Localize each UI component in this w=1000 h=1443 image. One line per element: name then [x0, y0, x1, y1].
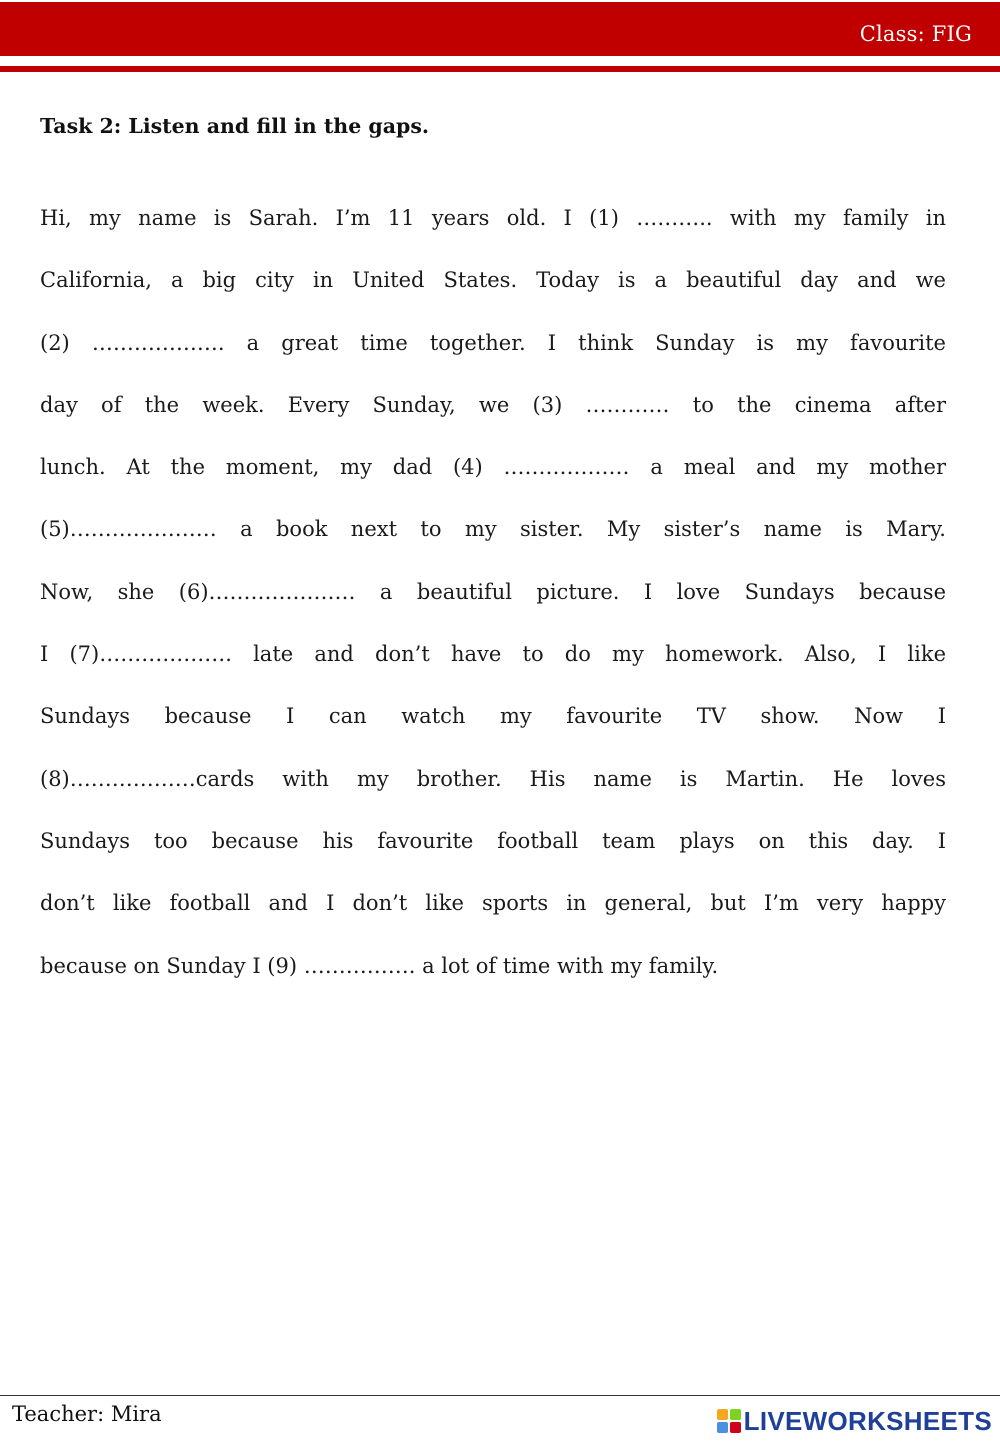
passage-line: (8)………………cards with my brother. His name is Martin. He loves — [40, 766, 946, 791]
logo-square — [730, 1422, 741, 1433]
passage-line: day of the week. Every Sunday, we (3) ………… to the cinema after — [40, 392, 946, 417]
passage — [40, 187, 946, 997]
class-label: Class: FIG — [859, 22, 972, 46]
liveworksheets-logo-icon — [717, 1409, 741, 1433]
passage-line: Sundays because I can watch my favourite TV show. Now I — [40, 704, 946, 729]
liveworksheets-brand[interactable] — [717, 1404, 992, 1438]
passage-line: (2) ………………. a great time together. I think Sunday is my favourite — [40, 330, 946, 355]
footer-divider — [0, 1395, 1000, 1396]
brand-text: LIVEWORKSHEETS — [743, 1406, 992, 1436]
header-divider — [0, 66, 1000, 72]
passage-line: Sundays too because his favourite football team plays on this day. I — [40, 828, 946, 853]
logo-square — [717, 1409, 728, 1420]
passage-line: because on Sunday I (9) ……………. a lot of time with my family. — [40, 953, 719, 978]
passage-line: lunch. At the moment, my dad (4) ……………… a meal and my mother — [40, 455, 946, 480]
header-band — [0, 2, 1000, 56]
passage-line: (5)………………… a book next to my sister. My sister’s name is Mary. — [40, 517, 946, 542]
passage-line: Hi, my name is Sarah. I’m 11 years old. I (1) ……….. with my family in — [40, 206, 946, 230]
passage-line: Now, she (6)………………… a beautiful picture. I love Sundays because — [40, 579, 946, 604]
logo-square — [730, 1409, 741, 1420]
task-title: Task 2: Listen and fill in the gaps. — [40, 114, 430, 138]
passage-line: don’t like football and I don’t like sports in general, but I’m very happy — [40, 891, 946, 916]
teacher-label: Teacher: Mira — [12, 1402, 162, 1426]
logo-square — [717, 1422, 728, 1433]
passage-line: I (7)………………. late and don’t have to do my homework. Also, I like — [40, 642, 946, 667]
passage-line: California, a big city in United States. Today is a beautiful day and we — [40, 268, 946, 293]
